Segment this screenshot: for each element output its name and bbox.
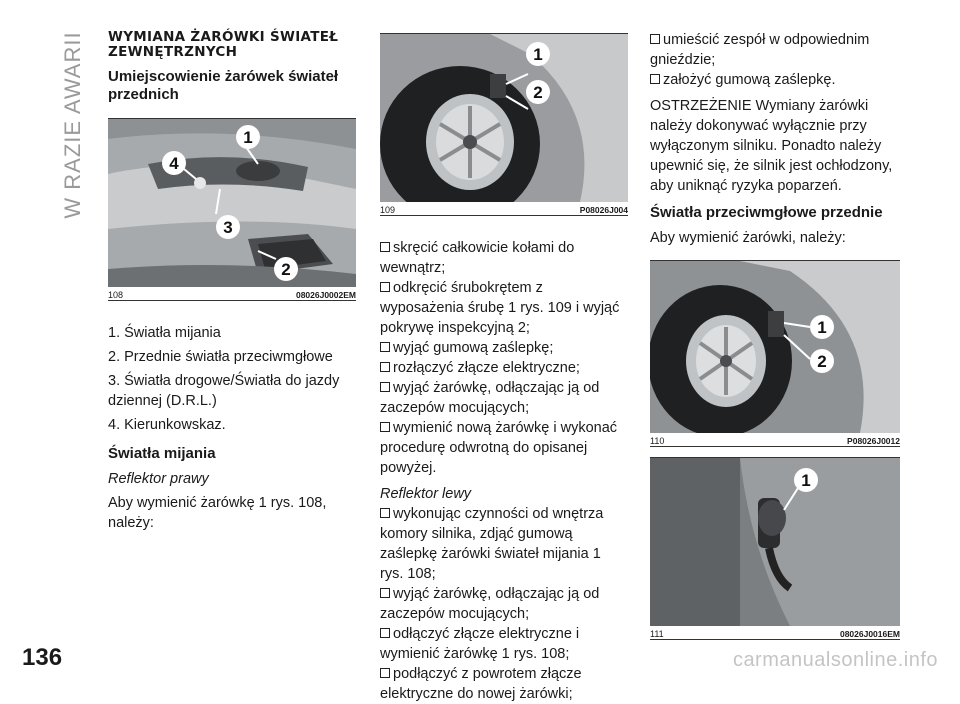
figure-number: 110 bbox=[650, 436, 665, 446]
figure-108 bbox=[108, 118, 356, 301]
checkbox-bullet-icon bbox=[650, 74, 660, 84]
figure-number: 111 bbox=[650, 629, 664, 639]
figure-111 bbox=[650, 457, 900, 640]
callout-1: 1 bbox=[243, 128, 253, 147]
chapter-side-title: W RAZIE AWARII bbox=[60, 31, 85, 219]
figure-number: 109 bbox=[380, 205, 396, 215]
bullet-item: wyjąć żarówkę, odłączając ją od zaczepów mocujących; bbox=[380, 380, 600, 416]
callout-1: 1 bbox=[817, 318, 827, 337]
callout-4: 4 bbox=[169, 154, 179, 173]
section-title: WYMIANA ŻARÓWKI ŚWIATEŁ ZEWNĘTRZNYCH bbox=[108, 29, 339, 60]
figure-caption bbox=[108, 287, 356, 300]
italic-label: Reflektor lewy bbox=[380, 486, 472, 502]
figure-code: P08026J0012 bbox=[847, 436, 900, 446]
page-number: 136 bbox=[22, 644, 63, 671]
callout-1: 1 bbox=[533, 45, 543, 64]
bullet-item: wyjąć gumową zaślepkę; bbox=[380, 338, 628, 358]
fog-lamp-bulb-illustration bbox=[650, 458, 900, 626]
bullet-item: wymienić nową żarówkę i wykonać procedurę odwrotną do opisanej powyżej. bbox=[380, 420, 618, 476]
list-item: 4. Kierunkowskaz. bbox=[108, 417, 226, 433]
figure-caption bbox=[380, 202, 628, 215]
checkbox-bullet-icon bbox=[650, 34, 660, 44]
checkbox-bullet-icon bbox=[380, 362, 390, 372]
heading-fog-lights: Światła przeciwmgłowe przednie bbox=[650, 204, 883, 221]
checkbox-bullet-icon bbox=[380, 422, 390, 432]
bullet-item: wyjąć żarówkę, odłączając ją od zaczepów mocujących; bbox=[380, 586, 600, 622]
bullet-item: skręcić całkowicie kołami do wewnątrz; bbox=[380, 240, 575, 276]
callout-3: 3 bbox=[223, 218, 233, 237]
bullet-item: wykonując czynności od wnętrza komory silnika, zdjąć gumową zaślepkę żarówki świateł mijania 1 rys. 108; bbox=[380, 506, 604, 582]
paragraph: Aby wymienić żarówkę 1 rys. 108, należy: bbox=[108, 495, 327, 531]
column-3 bbox=[650, 30, 900, 650]
checkbox-bullet-icon bbox=[380, 628, 390, 638]
checkbox-bullet-icon bbox=[380, 508, 390, 518]
bullet-item: założyć gumową zaślepkę. bbox=[650, 70, 900, 90]
checkbox-bullet-icon bbox=[380, 668, 390, 678]
checkbox-bullet-icon bbox=[380, 382, 390, 392]
figure-110 bbox=[650, 260, 900, 447]
warning-text: OSTRZEŻENIE Wymiany żarówki należy dokonywać wyłącznie przy wyłączonym silniku. Ponadto należy upewnić się, że silnik jest ochłodzony, aby uniknąć ryzyka poparzeń. bbox=[650, 98, 893, 194]
callout-2: 2 bbox=[533, 83, 543, 102]
wheel-arch-fog-illustration bbox=[650, 261, 900, 433]
checkbox-bullet-icon bbox=[380, 282, 390, 292]
figure-code: 08026J0016EM bbox=[839, 629, 900, 639]
checkbox-bullet-icon bbox=[380, 242, 390, 252]
bullet-item: odkręcić śrubokrętem z wyposażenia śrubę 1 rys. 109 i wyjąć pokrywę inspekcyjną 2; bbox=[380, 280, 620, 336]
front-bumper-illustration bbox=[108, 119, 356, 287]
figure-code: 08026J0002EM bbox=[295, 290, 356, 300]
bullet-item: umieścić zespół w odpowiednim gnieździe; bbox=[650, 32, 870, 68]
list-item: 3. Światła drogowe/Światła do jazdy dziennej (D.R.L.) bbox=[108, 373, 340, 409]
list-item: 2. Przednie światła przeciwmgłowe bbox=[108, 349, 333, 365]
figure-number: 108 bbox=[108, 290, 124, 300]
subheading: Umiejscowienie żarówek świateł przednich bbox=[108, 68, 339, 103]
checkbox-bullet-icon bbox=[380, 588, 390, 598]
list-item: 1. Światła mijania bbox=[108, 325, 221, 341]
bullet-item: podłączyć z powrotem złącze elektryczne do nowej żarówki; bbox=[380, 666, 582, 702]
bullet-item: odłączyć złącze elektryczne i wymienić żarówkę 1 rys. 108; bbox=[380, 626, 580, 662]
column-2 bbox=[380, 33, 628, 704]
callout-2: 2 bbox=[817, 352, 827, 371]
figure-caption bbox=[650, 626, 900, 639]
heading-low-beam: Światła mijania bbox=[108, 445, 216, 462]
figure-109 bbox=[380, 33, 628, 216]
figure-code: P08026J004 bbox=[579, 205, 628, 215]
paragraph: Aby wymienić żarówki, należy: bbox=[650, 230, 846, 246]
watermark: carmanualsonline.info bbox=[732, 649, 938, 671]
figure-caption bbox=[650, 433, 900, 446]
italic-label: Reflektor prawy bbox=[108, 471, 209, 487]
column-1 bbox=[108, 30, 356, 537]
wheel-arch-illustration bbox=[380, 34, 628, 202]
callout-1: 1 bbox=[801, 471, 811, 490]
bullet-item: rozłączyć złącze elektryczne; bbox=[380, 358, 628, 378]
callout-2: 2 bbox=[281, 260, 291, 279]
checkbox-bullet-icon bbox=[380, 342, 390, 352]
